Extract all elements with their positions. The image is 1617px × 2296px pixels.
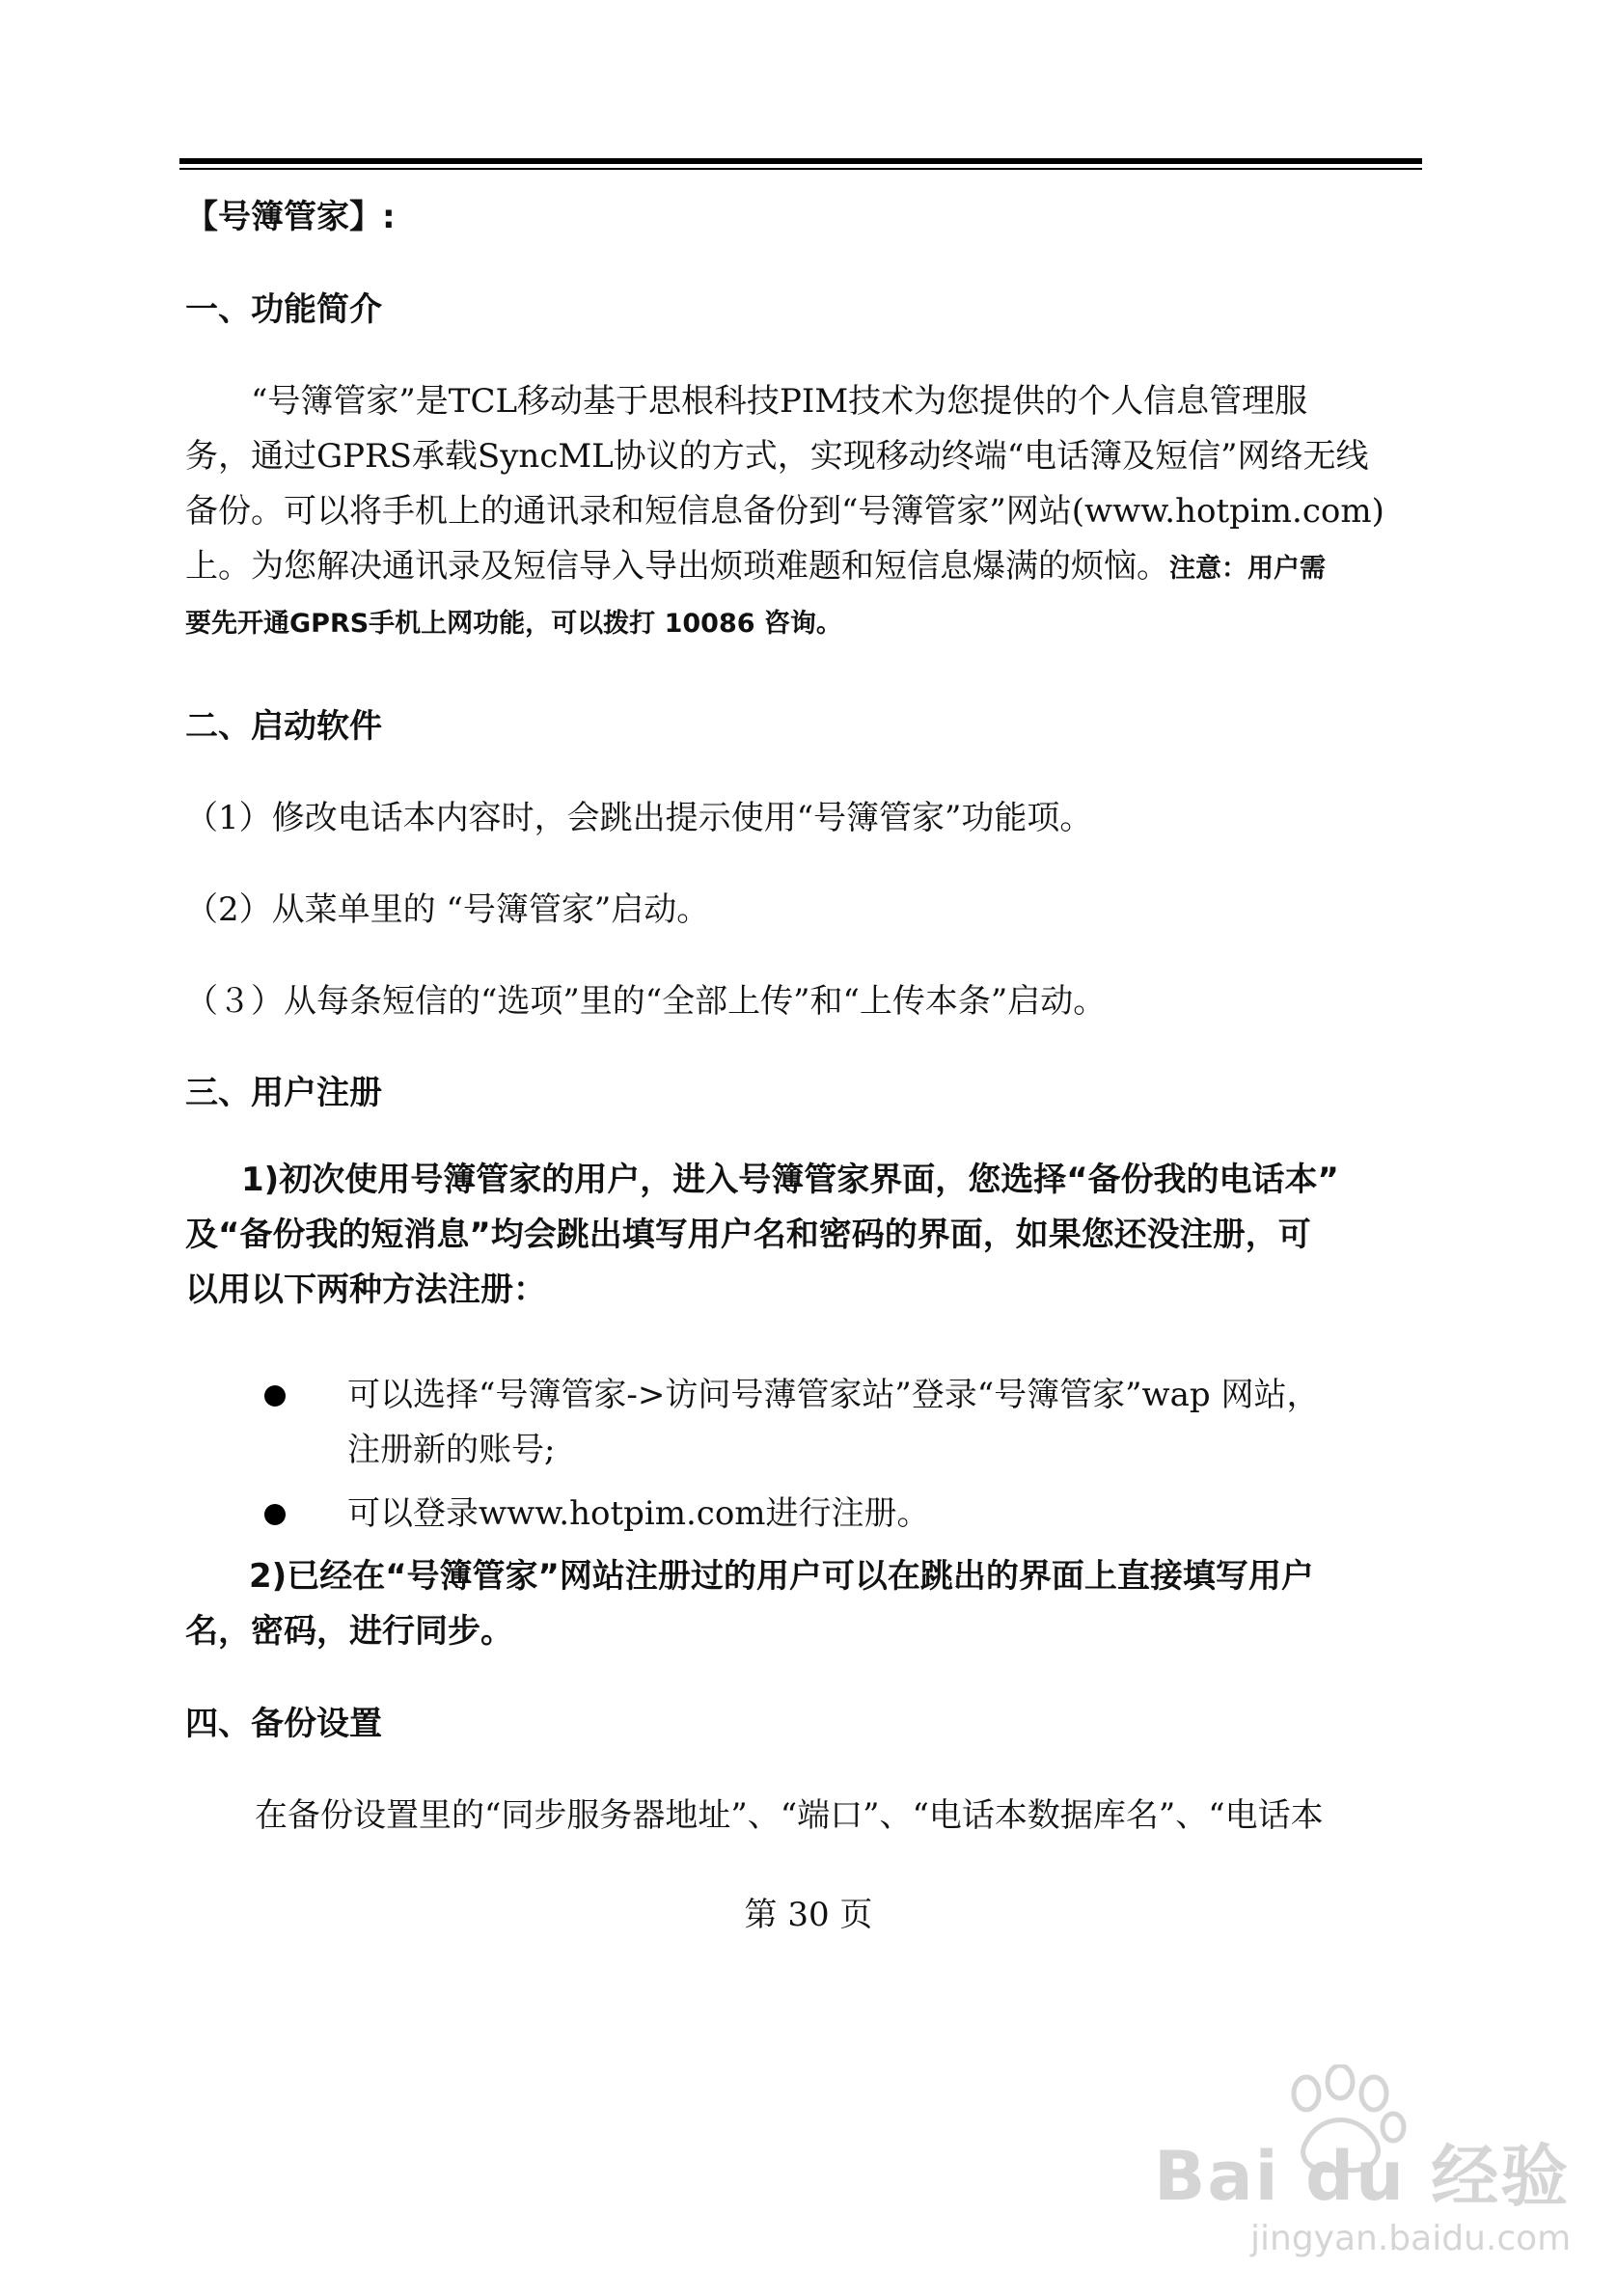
intro-paragraph — [185, 374, 1430, 651]
intro-line-4-text: 上。为您解决通讯录及短信导入导出烦琐难题和短信息爆满的烦恼。 — [185, 547, 1169, 586]
watermark-brand: Bai du 经验 — [1154, 2137, 1571, 2216]
register-paragraph-2 — [185, 1549, 1430, 1659]
section-heading-intro: 一、功能简介 — [185, 290, 382, 329]
header-rule-thin — [179, 168, 1422, 170]
register-p1-line-1: 1)初次使用号簿管家的用户，进入号簿管家界面，您选择“备份我的电话本” — [241, 1161, 1339, 1199]
register-bullet-1-text — [347, 1368, 1319, 1478]
launch-item-2: （2）从菜单里的 “号簿管家”启动。 — [185, 890, 710, 929]
backup-line-1: 在备份设置里的“同步服务器地址”、“端口”、“电话本数据库名”、“电话本 — [255, 1796, 1324, 1835]
intro-line-4 — [185, 539, 1430, 596]
intro-line-1: “号簿管家”是TCL移动基于思根科技PIM技术为您提供的个人信息管理服 — [251, 382, 1308, 421]
section-heading-backup: 四、备份设置 — [185, 1705, 382, 1743]
intro-line-2: 务，通过GPRS承载SyncML协议的方式，实现移动终端“电话簿及短信”网络无线 — [185, 437, 1369, 476]
section-heading-register: 三、用户注册 — [185, 1074, 382, 1112]
register-bullet-2-line-1: 可以登录www.hotpim.com进行注册。 — [347, 1494, 930, 1533]
document-title: 【号簿管家】: — [185, 198, 396, 236]
register-p1-line-2: 及“备份我的短消息”均会跳出填写用户名和密码的界面，如果您还没注册，可 — [185, 1216, 1311, 1254]
page-number: 第 30 页 — [744, 1896, 873, 1934]
register-paragraph-1 — [185, 1153, 1430, 1318]
bullet-dot-icon — [264, 1385, 286, 1407]
register-bullet-1 — [185, 1368, 1430, 1474]
baidu-jingyan-watermark — [1154, 2064, 1578, 2267]
header-rule-thick — [179, 158, 1422, 164]
bullet-dot-icon — [264, 1504, 286, 1525]
register-bullet-1-line-1: 可以选择“号簿管家->访问号薄管家站”登录“号簿管家”wap 网站， — [347, 1376, 1320, 1414]
register-bullet-1-line-2: 注册新的账号; — [347, 1431, 556, 1469]
register-p2-line-2: 名，密码，进行同步。 — [185, 1612, 513, 1651]
section-heading-launch: 二、启动软件 — [185, 707, 382, 746]
register-p1-line-3: 以用以下两种方法注册： — [185, 1271, 546, 1309]
register-p2-line-1: 2)已经在“号簿管家”网站注册过的用户可以在跳出的界面上直接填写用户 — [249, 1557, 1314, 1596]
launch-item-1: （1）修改电话本内容时，会跳出提示使用“号簿管家”功能项。 — [185, 799, 1093, 837]
intro-line-3: 备份。可以将手机上的通讯录和短信息备份到“号簿管家”网站(www.hotpim.com) — [185, 492, 1384, 531]
intro-note-line: 要先开通GPRS手机上网功能，可以拨打 10086 咨询。 — [185, 609, 842, 639]
register-bullet-2 — [185, 1487, 1430, 1542]
launch-item-3: （３）从每条短信的“选项”里的“全部上传”和“上传本条”启动。 — [185, 982, 1107, 1021]
watermark-url: jingyan.baidu.com — [1250, 2219, 1572, 2258]
intro-note-inline: 注意：用户需 — [1169, 554, 1326, 584]
